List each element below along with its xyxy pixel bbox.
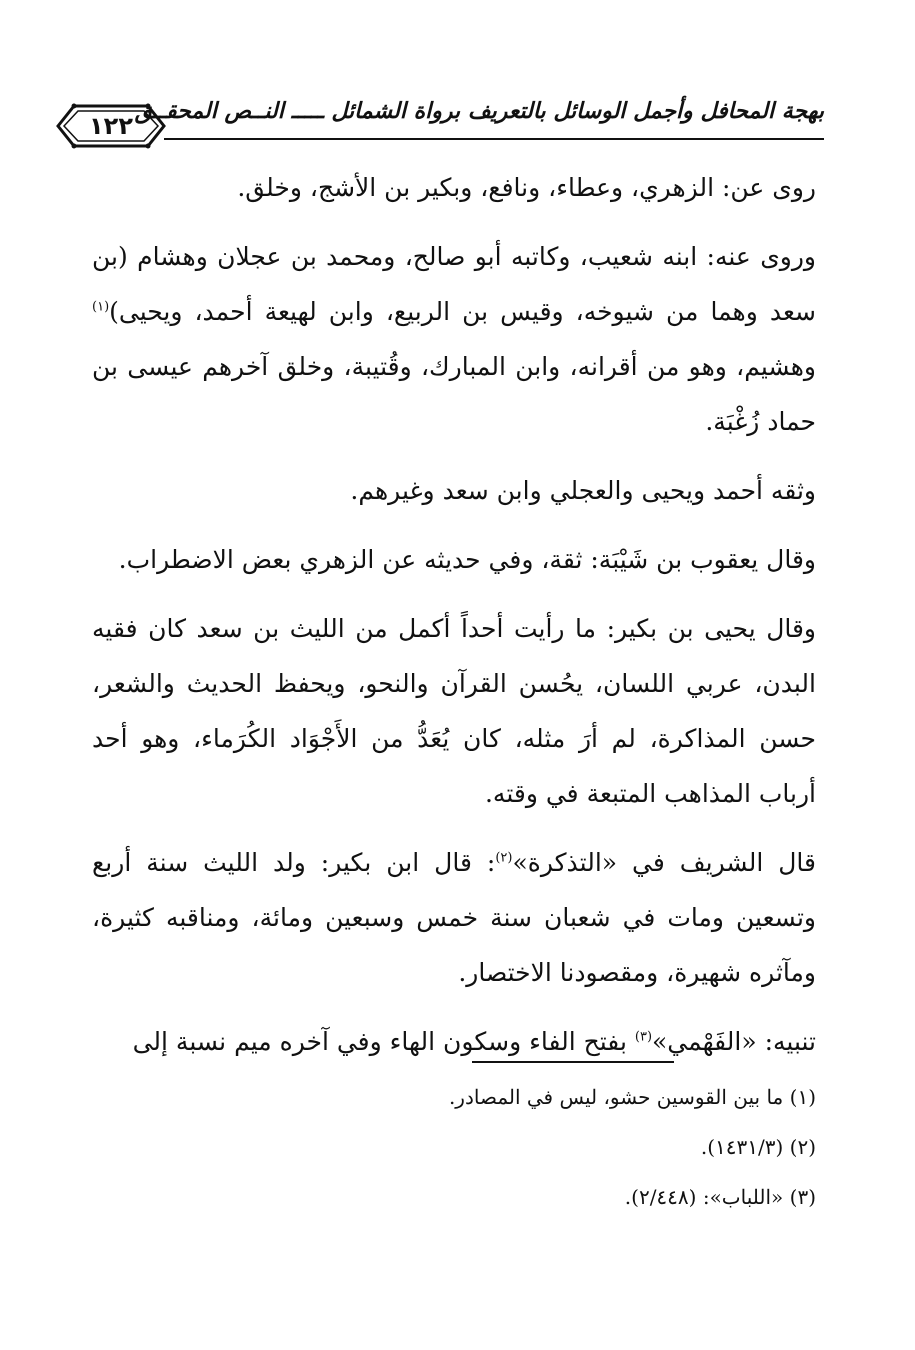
footnote-marker: (٢) xyxy=(495,850,513,866)
paragraph: وقال يحيى بن بكير: ما رأيت أحداً أكمل من الليث بن سعد كان فقيه البدن، عربي اللسان، يحُسن القرآن والنحو، ويحفظ الحديث والشعر، حسن المذاكرة، لم أرَ مثله، كان يُعَدُّ من الأَجْوَاد الكُرَماء، وهو أحد أرباب المذاهب المتبعة في وقته. xyxy=(92,614,816,808)
header-title: بهجة المحافل وأجمل الوسائل بالتعريف برواة الشمائل ـــــ النــص المحقــق xyxy=(134,98,824,124)
paragraph: وقال يعقوب بن شَيْبَة: ثقة، وفي حديثه عن الزهري بعض الاضطراب. xyxy=(118,545,816,574)
footnotes xyxy=(200,1075,816,1225)
footnote-marker: (١) xyxy=(92,299,110,315)
footnote: (٣) «اللباب»: (٢/٤٤٨). xyxy=(624,1185,816,1209)
paragraph: تنبيه: «الفَهْمي»$^{(٣)}$ بفتح الفاء وسكون الهاء وفي آخره ميم نسبة إلى xyxy=(132,1027,816,1056)
header-rule xyxy=(164,138,824,140)
main-text xyxy=(92,160,816,1083)
footnote-marker: (٣) xyxy=(634,1029,653,1045)
running-header xyxy=(52,96,824,166)
paragraph: وروى عنه: ابنه شعيب، وكاتبه أبو صالح، ومحمد بن عجلان وهشام (بن سعد وهما من شيوخه، وقيس بن الربيع، وابن لهيعة أحمد، ويحيى)$^{(١)}$ وهشيم، وهو من أقرانه، وابن المبارك، وقُتيبة، وخلق آخرهم عيسى بن حماد زُغْبَة. xyxy=(92,242,816,436)
paragraph: وثقه أحمد ويحيى والعجلي وابن سعد وغيرهم. xyxy=(350,476,816,505)
page-number: ١٢٢ xyxy=(89,112,133,140)
paragraph: قال الشريف في «التذكرة»$^{(٢)}$: قال ابن بكير: ولد الليث سنة أربع وتسعين ومات في شعبان سنة خمس وسبعين ومائة، ومناقبه كثيرة، ومآثره شهيرة، ومقصودنا الاختصار. xyxy=(92,848,816,987)
footnote: (١) ما بين القوسين حشو، ليس في المصادر. xyxy=(448,1085,816,1109)
paragraph: روى عن: الزهري، وعطاء، ونافع، وبكير بن الأشج، وخلق. xyxy=(237,173,816,202)
footnote-separator xyxy=(472,1061,674,1063)
footnote: (٢) (١٤٣١/٣). xyxy=(700,1135,816,1159)
